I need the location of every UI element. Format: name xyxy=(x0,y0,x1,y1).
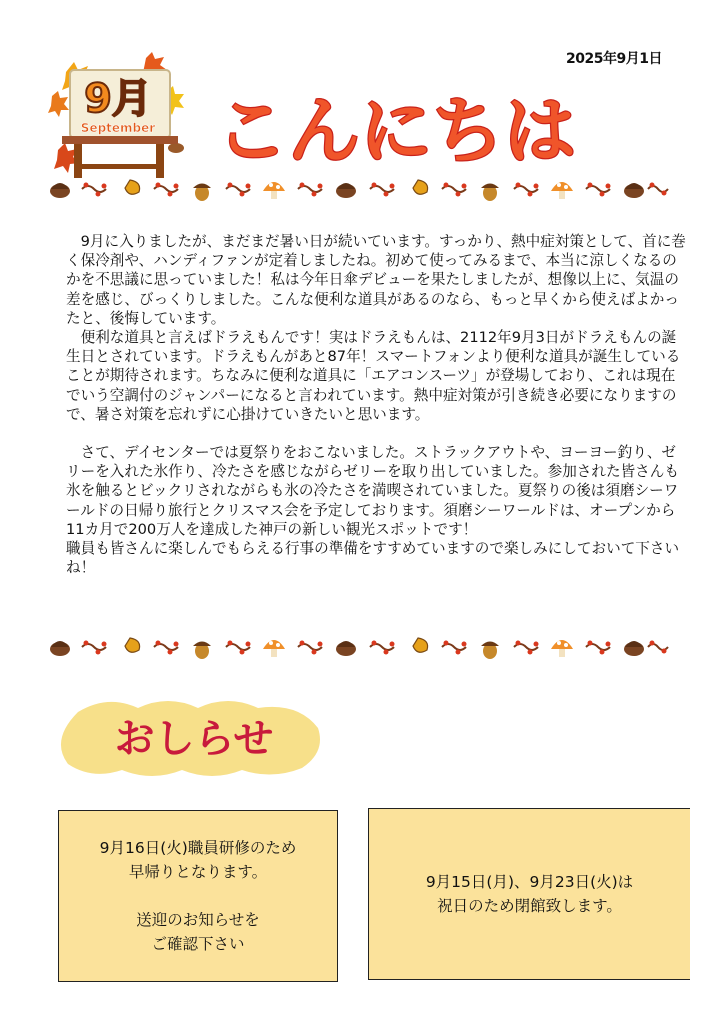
paragraph-2: 便利な道具と言えばドラえもんです！実はドラえもんは、2112年9月3日がドラえもんの誕生日とされています。ドラえもんがあと87年！スマートフォンより便利な道具が誕生していることが期待されます。ちなみに便利な道具に「エアコンスーツ」が登場しており、これは現在でいう空調付のジャンパーになると言われています。熱中症対策が引き続き必要になりますので、暑さ対策を忘れずに心掛けていきたいと思います。 xyxy=(66,329,681,423)
badge-month: 9月 xyxy=(84,76,152,122)
notice-heading xyxy=(58,694,330,780)
acorn-chestnut-mushroom-icons xyxy=(50,180,668,201)
notice-box-training xyxy=(58,810,338,982)
notice-box1-line1: 9月16日(火)職員研修のため xyxy=(99,839,297,857)
notice-heading-text: おしらせ xyxy=(114,716,274,762)
notice-box2-line1: 9月15日(月)、9月23日(火)は xyxy=(425,873,634,891)
acorn-chestnut-mushroom-icons xyxy=(50,638,668,659)
september-badge xyxy=(48,52,188,182)
title-text: こんにちは xyxy=(215,89,577,173)
notice-box1-line3: 送迎のお知らせを xyxy=(136,911,260,929)
badge-english: September xyxy=(80,121,156,135)
issue-date: 2025年9月1日 xyxy=(566,51,662,67)
autumn-border-bottom xyxy=(50,632,670,662)
paragraph-3: さて、デイセンターでは夏祭りをおこないました。ストラックアウトや、ヨーヨー釣り、ゼリーを入れた氷作り、冷たさを感じながらゼリーを取り出していました。参加された皆さんも氷を触るとビックリされながらも氷の冷たさを満喫されていました。夏祭りの後は須磨シーワールドの日帰り旅行とクリスマス会を予定しております。須磨シーワールドは、オープンから11カ月で200万人を達成した神戸の新しい観光スポットです！ xyxy=(66,444,679,538)
notice-box1-line4: ご確認下さい xyxy=(151,935,245,953)
notice-box-holiday xyxy=(368,808,690,980)
notice-box2-line2: 祝日のため閉館致します。 xyxy=(437,897,622,915)
paragraph-4: 職員も皆さんに楽しんでもらえる行事の準備をすすめていますので楽しみにしておいて下さいね！ xyxy=(66,540,680,577)
paragraph-1: 9月に入りましたが、まだまだ暑い日が続いています。すっかり、熱中症対策として、首に巻く保冷剤や、ハンディファンが定着しましたね。初めて使ってみるまで、本当に涼しくなるのかを不思議に思っていました！私は今年日傘デビューを果たしましたが、想像以上に、気温の差を感じ、びっくりしました。こんな便利な道具があるのなら、もっと早くから使えばよかったと、後悔しています。 xyxy=(66,233,686,327)
autumn-border-top xyxy=(50,174,670,204)
notice-box1-line2: 早帰りとなります。 xyxy=(128,863,268,881)
page-title xyxy=(206,84,586,174)
newsletter-body xyxy=(66,232,686,577)
